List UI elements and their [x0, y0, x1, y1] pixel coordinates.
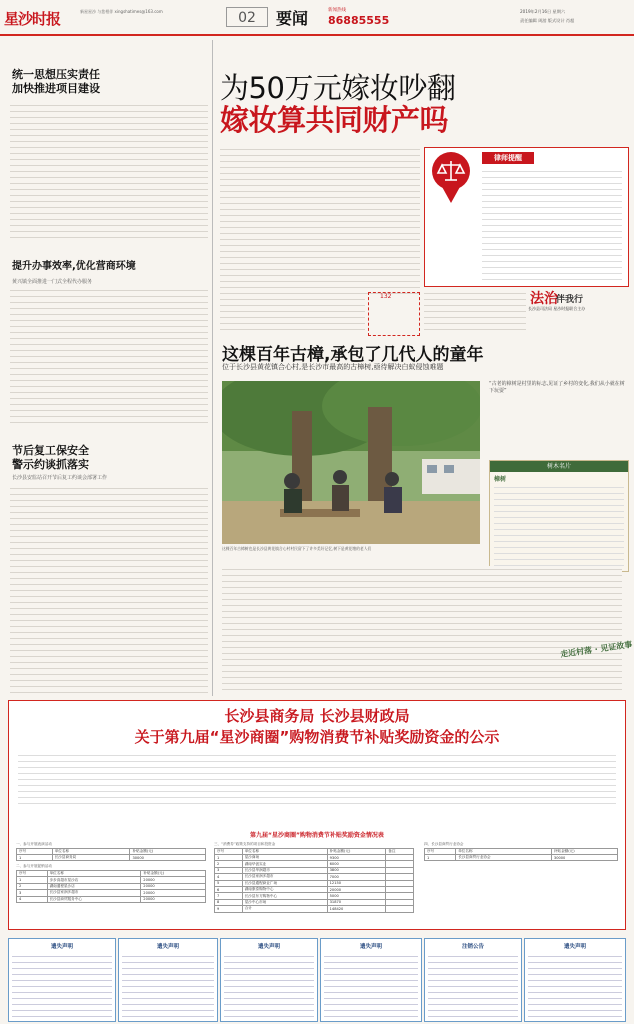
classified-ad: [220, 938, 318, 1022]
table-cell: 2: [215, 861, 243, 867]
logo-subtitle: 新星星沙 与您相伴 xingshatimes@163.com: [80, 9, 163, 14]
pull-quote: “古老的樟树是村里的标志,见证了乡村的变化,我们从小就在树下玩耍”: [489, 381, 625, 394]
table-cell: 7: [215, 893, 243, 899]
table-cell: 星沙中心市场: [242, 899, 327, 905]
ad-body: [528, 953, 622, 1019]
table-header: 序号: [215, 848, 243, 854]
left-headline-1b: 加快推进项目建设: [12, 82, 100, 95]
section-title: 要闻: [276, 9, 309, 28]
table-2-caption: 二、参与开展促销活动: [16, 864, 52, 869]
table-cell: 20000: [327, 886, 386, 892]
left-article-3-body: [10, 485, 208, 693]
table-header: 序号: [17, 870, 48, 876]
table-cell: 3: [215, 867, 243, 873]
table-cell: 4: [17, 896, 48, 902]
lead-article-body-3: [424, 290, 526, 334]
table-cell: 20000: [141, 890, 206, 896]
table-cell: 30000: [551, 854, 617, 860]
table-4-block: [424, 842, 618, 861]
table-cell: 5: [215, 880, 243, 886]
table-cell: 长沙县商贸服务中心: [47, 896, 141, 902]
lawyer-tip-tag: 律师提醒: [482, 152, 534, 164]
table-cell: 长沙县家润多超市: [242, 874, 327, 880]
left-headline-3a: 节后复工保安全: [12, 444, 89, 457]
ad-body: [428, 953, 518, 1019]
table-cell: 长沙县家润多超市: [47, 890, 141, 896]
left-article-1-body: [10, 102, 208, 242]
table-cell: 7000: [327, 874, 386, 880]
ad-body: [324, 953, 418, 1019]
table-cell: 6: [215, 886, 243, 892]
table-cell: 长沙县华润超市: [242, 867, 327, 873]
table-header: 单位名称: [47, 870, 141, 876]
notice-body-text: [18, 752, 616, 808]
ad-title: 注销公告: [461, 944, 484, 950]
tree-fact-card-name: 樟树: [494, 476, 507, 483]
lead-article-body: [220, 146, 420, 296]
table-cell: 8: [215, 899, 243, 905]
ad-body: [122, 953, 214, 1019]
table-1: [16, 848, 206, 862]
table-header: 单位名称: [242, 848, 327, 854]
table-header: 序号: [425, 848, 456, 854]
table-cell: 湖南通程星沙店: [47, 883, 141, 889]
left-article-2-body: [10, 287, 208, 427]
table-4-caption: 四、长沙县商贸行业协会: [424, 842, 464, 846]
photo-caption: 这棵百年古樟树也是长沙县黄花镇合心村村民留下了许多美好记忆,树下是黄花塘的老人们: [222, 546, 372, 551]
table-cell: 5000: [327, 893, 386, 899]
table-1-caption: 一、参与开展表演活动: [16, 842, 52, 846]
table-cell: 148420: [327, 906, 386, 912]
table-4: [424, 848, 618, 862]
table-cell: 6000: [327, 861, 386, 867]
table-1-block: [16, 842, 206, 903]
table-cell: 1: [17, 854, 53, 860]
table-cell: 3: [17, 890, 48, 896]
table-cell: 2: [17, 883, 48, 889]
table-cell: 星沙商场: [242, 854, 327, 860]
scales-of-justice-icon: [432, 152, 470, 190]
table-cell: 湖南华创实业: [242, 861, 327, 867]
ad-body: [224, 953, 314, 1019]
tree-fact-card-text: [494, 484, 624, 568]
classified-ad: [8, 938, 116, 1022]
newspaper-logo: 星沙时报: [4, 10, 61, 28]
lead-headline-2: 嫁妆算共同财产吗: [220, 103, 449, 137]
classified-ad: [118, 938, 218, 1022]
editor-line: 责任编辑 周游 版式设计 肖超: [520, 18, 575, 23]
table-3: [214, 848, 414, 913]
classified-ads: [8, 938, 626, 1022]
table-cell: 12150: [327, 880, 386, 886]
notice-table-title: 第九届“星沙商圈”购物消费节补贴奖励资金情况表: [250, 832, 384, 839]
table-2: [16, 870, 206, 903]
column-sponsor: 长沙县司法局 星沙时报联合主办: [528, 306, 586, 311]
hotline-label: 新闻热线: [328, 8, 346, 13]
column-logo-sub: 伴我行: [556, 295, 584, 305]
table-3-block: [214, 842, 414, 913]
lawyer-tip-text: [482, 168, 622, 284]
tree-article-body: [222, 566, 622, 692]
table-cell: 湖南康泰购物中心: [242, 886, 327, 892]
ad-title: 遗失声明: [563, 944, 586, 950]
left-headline-2: 提升办事效率,优化营商环境: [12, 261, 136, 272]
table-cell: 长沙县商贸行业协会: [456, 854, 552, 860]
table-cell: 31870: [327, 899, 386, 905]
lead-headline-1: 为50万元嫁妆吵翻: [220, 71, 456, 105]
table-cell: 长沙县通程商业广场: [242, 880, 327, 886]
table-cell: 长沙县东方购物中心: [242, 893, 327, 899]
ad-title: 遗失声明: [156, 944, 179, 950]
table-header: 补贴金额(元): [141, 870, 206, 876]
table-cell: 9: [215, 906, 243, 912]
table-header: 补贴金额(元): [551, 848, 617, 854]
column-decoration: 走近村落 · 见证故事: [559, 639, 633, 660]
table-cell: 步步高超市星沙店: [47, 877, 141, 883]
classified-ad: [424, 938, 522, 1022]
camphor-tree-photo: [222, 381, 480, 544]
table-cell: 20000: [141, 883, 206, 889]
table-cell: [386, 906, 414, 912]
table-3-caption: 三、“消费券”政策支持的项目和投资金: [214, 842, 276, 846]
table-cell: 30000: [130, 854, 206, 860]
left-subhead-3: 长沙县安监站召开节后复工约谈会部署工作: [12, 475, 108, 481]
ad-title: 遗失声明: [359, 944, 382, 950]
left-headline-1a: 统一思想压实责任: [12, 68, 100, 81]
classified-ad: [524, 938, 626, 1022]
table-cell: 长沙县商务局: [52, 854, 130, 860]
table-header: 序号: [17, 848, 53, 854]
hotline-number: 86885555: [328, 14, 390, 27]
notice-title-2: 关于第九届“星沙商圈”购物消费节补贴奖励资金的公示: [134, 728, 500, 746]
table-header: 补贴金额(元): [327, 848, 386, 854]
ad-title: 遗失声明: [257, 944, 280, 950]
classified-ad: [320, 938, 422, 1022]
table-cell: 合计: [242, 906, 327, 912]
lead-article-body-2: [220, 296, 365, 332]
left-subhead-2: 黄兴镇全面推进一门式全程代办服务: [12, 279, 93, 285]
table-header: 单位名称: [456, 848, 552, 854]
tree-headline: 这棵百年古樟,承包了几代人的童年: [222, 345, 484, 365]
date-line: 2019年2月16日 星期六: [520, 9, 566, 14]
table-cell: 1: [17, 877, 48, 883]
reply-count-box: [368, 292, 420, 336]
table-cell: 4: [215, 874, 243, 880]
left-headline-3b: 警示约谈抓落实: [12, 458, 89, 471]
table-cell: 20000: [141, 896, 206, 902]
table-header: 备注: [386, 848, 414, 854]
table-cell: 20000: [141, 877, 206, 883]
table-cell: 1: [215, 854, 243, 860]
reply-count: 132: [380, 293, 392, 300]
table-header: 单位名称: [52, 848, 130, 854]
ad-title: 遗失声明: [50, 944, 73, 950]
ad-body: [12, 953, 112, 1019]
tree-subheadline: 位于长沙县黄花镇合心村,是长沙市最高的古樟树,亟待解决白蚁侵蚀难题: [222, 363, 444, 371]
tree-fact-card-title: 树木名片: [490, 461, 628, 472]
column-divider: [212, 40, 213, 696]
notice-title-1: 长沙县商务局 长沙县财政局: [224, 707, 410, 725]
column-logo-fazhi: 法治: [530, 291, 558, 307]
table-cell: 1: [425, 854, 456, 860]
table-cell: 9300: [327, 854, 386, 860]
table-cell: 3800: [327, 867, 386, 873]
page-number: 02: [226, 7, 268, 27]
table-header: 补贴金额(元): [130, 848, 206, 854]
